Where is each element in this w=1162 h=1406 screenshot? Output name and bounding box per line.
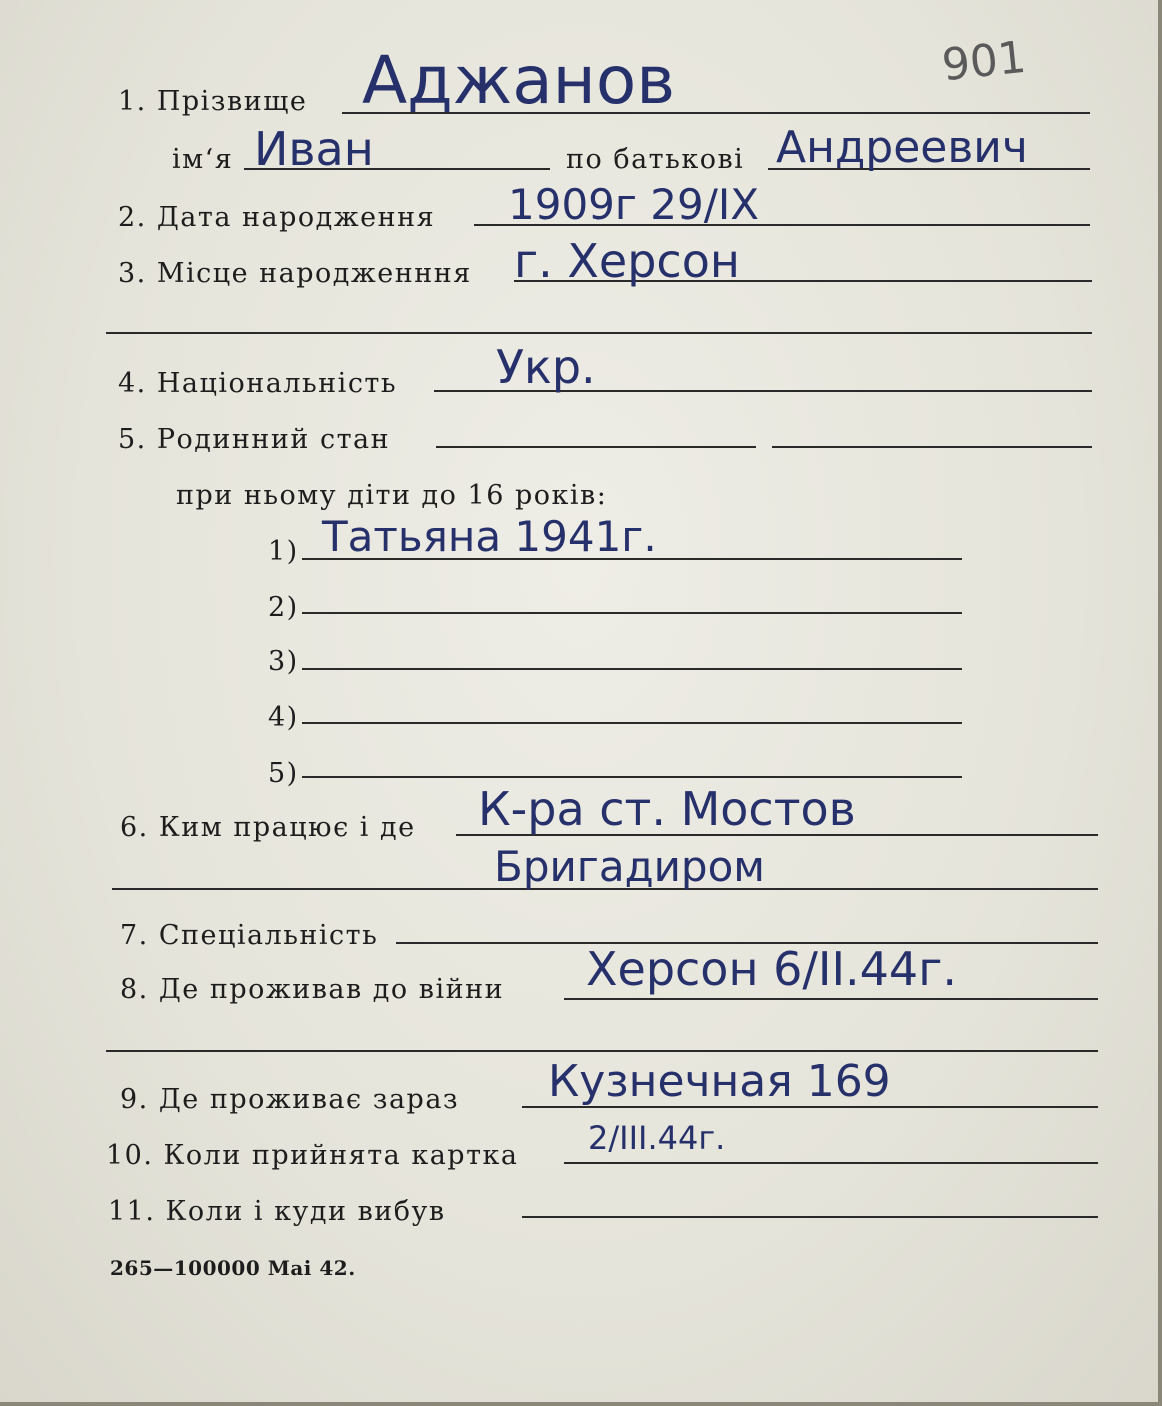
- card-accepted-value: 2/III.44г.: [588, 1119, 726, 1157]
- marital-status-label: 5. Родинний стан: [118, 424, 391, 455]
- child-4-label: 4): [268, 702, 299, 733]
- patronymic-label: по батькові: [566, 144, 745, 175]
- prewar-residence-label: 8. Де проживав до війни: [120, 974, 505, 1005]
- card-accepted-label: 10. Коли прийнята картка: [106, 1140, 519, 1171]
- departure-label: 11. Коли і куди вибув: [108, 1196, 446, 1227]
- surname-label: 1. Прізвище: [118, 86, 308, 117]
- marital-status-line-b: [772, 446, 1092, 448]
- work-value-1: К-ра ст. Мостов: [478, 782, 856, 836]
- current-residence-label: 9. Де проживає зараз: [120, 1084, 460, 1115]
- prewar-residence-line-2: [106, 1050, 1098, 1052]
- name-value: Иван: [254, 122, 374, 176]
- nationality-value: Укр.: [496, 340, 596, 394]
- prewar-residence-value: Херсон 6/II.44г.: [586, 942, 957, 996]
- prewar-residence-line: [564, 998, 1098, 1000]
- child-3-label: 3): [268, 646, 299, 677]
- child-5-label: 5): [268, 758, 299, 789]
- child-3-line: [302, 668, 962, 670]
- work-label: 6. Ким працює і де: [120, 812, 416, 843]
- birth-place-label: 3. Місце народженння: [118, 258, 472, 289]
- current-residence-value: Кузнечная 169: [548, 1056, 891, 1107]
- print-run-footer: 265—100000 Mai 42.: [110, 1256, 356, 1280]
- card-number: 901: [939, 31, 1029, 92]
- marital-status-line-a: [436, 446, 756, 448]
- child-1-value: Татьяна 1941г.: [322, 512, 657, 561]
- children-label: при ньому діти до 16 років:: [176, 480, 608, 511]
- birth-date-label: 2. Дата народження: [118, 202, 436, 233]
- child-5-line: [302, 776, 962, 778]
- child-2-label: 2): [268, 592, 299, 623]
- work-value-2: Бригадиром: [494, 842, 765, 891]
- patronymic-value: Андреевич: [776, 122, 1028, 173]
- child-2-line: [302, 612, 962, 614]
- child-4-line: [302, 722, 962, 724]
- name-label: ім‘я: [172, 144, 234, 175]
- departure-line: [522, 1216, 1098, 1218]
- specialty-label: 7. Спеціальність: [120, 920, 379, 951]
- card-accepted-line: [564, 1162, 1098, 1164]
- nationality-label: 4. Національність: [118, 368, 398, 399]
- birth-date-value: 1909г 29/IX: [508, 180, 760, 229]
- birth-place-line-2: [106, 332, 1092, 334]
- surname-value: Аджанов: [362, 42, 676, 119]
- child-1-label: 1): [268, 536, 299, 567]
- birth-place-value: г. Херсон: [514, 234, 740, 288]
